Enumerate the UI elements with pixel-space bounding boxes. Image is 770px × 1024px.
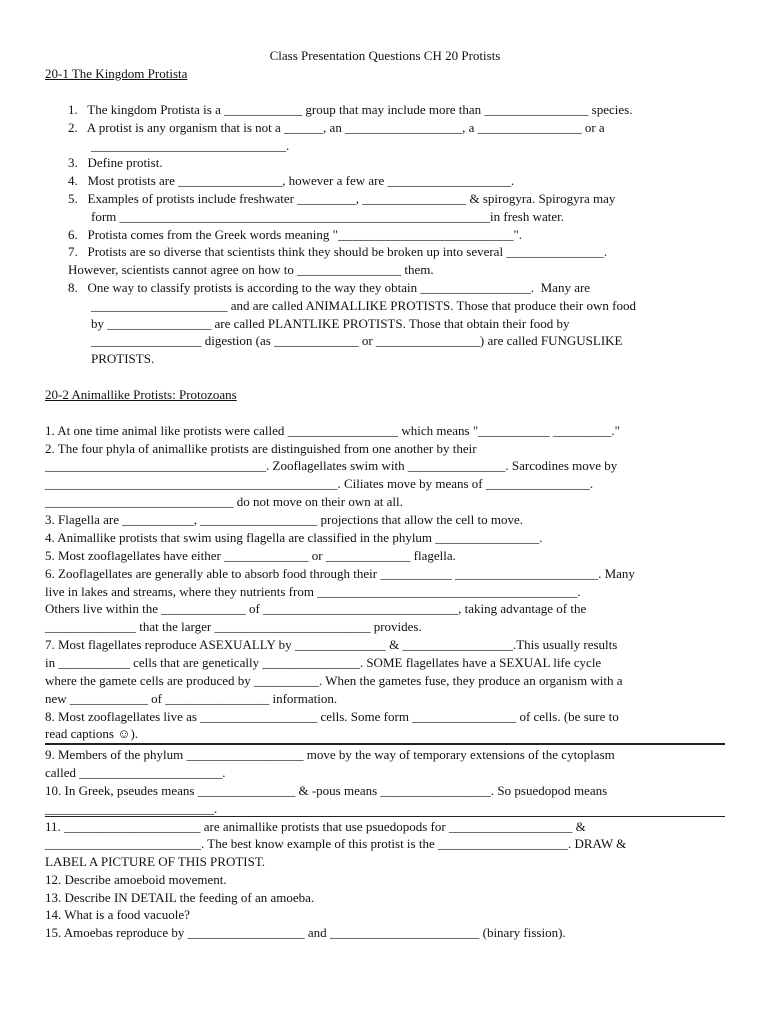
question-line: PROTISTS.	[91, 351, 155, 366]
question-line: 8. One way to classify protists is according to the way they obtain _________________. Many are	[68, 280, 591, 295]
question-line: However, scientists cannot agree on how to ________________ them.	[68, 262, 434, 277]
question-line: 14. What is a food vacuole?	[45, 907, 190, 922]
question-line: new ____________ of ________________ information.	[45, 691, 338, 706]
question-line: __________________________________. Zooflagellates swim with _______________. Sarcodines move by	[45, 458, 618, 473]
section-heading-20-2: 20-2 Animallike Protists: Protozoans	[45, 387, 237, 402]
question-line: _________________ digestion (as _____________ or ________________) are called FUNGUSLIKE	[91, 333, 623, 348]
question-line: 9. Members of the phylum __________________ move by the way of temporary extensions of the cytoplasm	[45, 747, 615, 762]
question-line: 5. Most zooflagellates have either _____________ or _____________ flagella.	[45, 548, 456, 563]
question-line: called ______________________.	[45, 765, 226, 780]
question-line: _____________________ and are called ANIMALLIKE PROTISTS. Those that produce their own food	[91, 298, 636, 313]
question-line: ________________________. The best know example of this protist is the ____________________. DRAW &	[45, 836, 627, 851]
question-line: 5. Examples of protists include freshwater _________, ________________ & spirogyra. Spirogyra may	[68, 191, 616, 206]
question-line: 1. The kingdom Protista is a ____________ group that may include more than ________________ species.	[68, 102, 633, 117]
question-line: by ________________ are called PLANTLIKE PROTISTS. Those that obtain their food by	[91, 316, 570, 331]
question-line: 8. Most zooflagellates live as __________________ cells. Some form ________________ of cells. (be sure to	[45, 709, 619, 724]
question-line: 11. _____________________ are animallike protists that use psuedopods for ___________________ &	[45, 819, 586, 834]
question-line: ______________________________.	[91, 138, 290, 153]
question-line: 15. Amoebas reproduce by __________________ and _______________________ (binary fission).	[45, 925, 566, 940]
question-line: __________________________.	[45, 801, 218, 816]
question-line: 13. Describe IN DETAIL the feeding of an amoeba.	[45, 890, 315, 905]
question-line: 3. Define protist.	[68, 155, 163, 170]
question-line: 2. The four phyla of animallike protists are distinguished from one another by their	[45, 441, 477, 456]
question-line: 4. Animallike protists that swim using flagella are classified in the phylum ________________.	[45, 530, 543, 545]
question-line: 2. A protist is any organism that is not a ______, an __________________, a ________________ or a	[68, 120, 605, 135]
question-line: 7. Most flagellates reproduce ASEXUALLY by ______________ & _________________.This usually results	[45, 637, 618, 652]
question-line: Others live within the _____________ of ______________________________, taking advantage of the	[45, 601, 587, 616]
page-title: Class Presentation Questions CH 20 Protists	[269, 48, 501, 63]
question-line: where the gamete cells are produced by __________. When the gametes fuse, they produce an organism with a	[45, 673, 623, 688]
horizontal-divider	[45, 816, 725, 817]
question-line: 7. Protists are so diverse that scientists think they should be broken up into several _______________.	[68, 244, 608, 259]
question-line: _____________________________ do not move on their own at all.	[45, 494, 403, 509]
question-line: _____________________________________________. Ciliates move by means of ________________.	[45, 476, 594, 491]
question-line: form _________________________________________________________in fresh water.	[91, 209, 565, 224]
section-heading-20-1: 20-1 The Kingdom Protista	[45, 66, 188, 81]
question-line: 1. At one time animal like protists were called _________________ which means "___________ _________."	[45, 423, 620, 438]
question-line: in ___________ cells that are genetically _______________. SOME flagellates have a SEXUAL life cycle	[45, 655, 602, 670]
question-line: LABEL A PICTURE OF THIS PROTIST.	[45, 854, 266, 869]
question-line: 6. Zooflagellates are generally able to absorb food through their ___________ ______________________. Many	[45, 566, 635, 581]
question-line: live in lakes and streams, where they nutrients from ________________________________________.	[45, 584, 581, 599]
question-line: ______________ that the larger ________________________ provides.	[45, 619, 422, 634]
question-line: 12. Describe amoeboid movement.	[45, 872, 227, 887]
question-line: 3. Flagella are ___________, __________________ projections that allow the cell to move.	[45, 512, 524, 527]
question-line: read captions ☺).	[45, 726, 139, 741]
question-line: 6. Protista comes from the Greek words meaning "___________________________".	[68, 227, 522, 242]
question-line: 10. In Greek, pseudes means _______________ & -pous means _________________. So psuedopod means	[45, 783, 608, 798]
question-line: 4. Most protists are ________________, however a few are ___________________.	[68, 173, 515, 188]
horizontal-divider	[45, 743, 725, 745]
